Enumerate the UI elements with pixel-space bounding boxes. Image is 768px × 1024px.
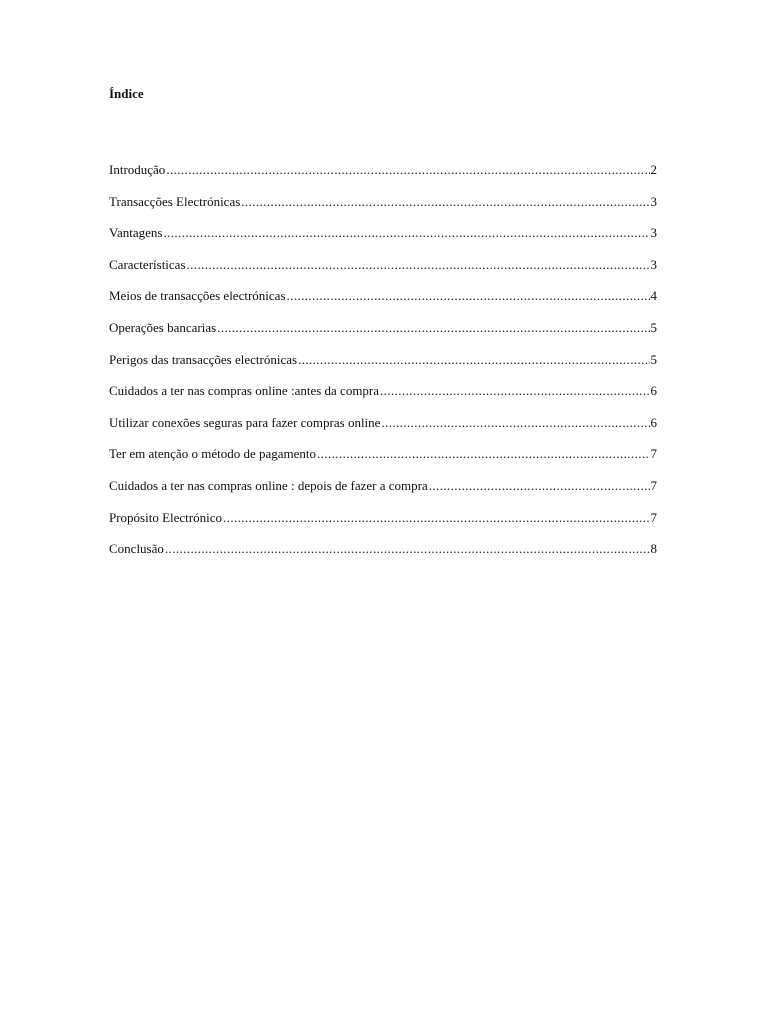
toc-entry[interactable] xyxy=(109,257,657,289)
toc-entry[interactable] xyxy=(109,446,657,478)
toc-entry-page: 3 xyxy=(650,193,657,209)
dot-leader xyxy=(429,478,650,494)
toc-entry-label: Introdução xyxy=(109,162,166,177)
toc-entry-page: 5 xyxy=(650,351,657,367)
dot-leader xyxy=(380,383,649,399)
toc-entry-label: Ter em atenção o método de pagamento xyxy=(109,446,317,462)
toc-title: Índice xyxy=(109,86,144,101)
toc-entry-page: 7 xyxy=(650,477,657,493)
dot-leader xyxy=(223,510,649,526)
toc-entry-page: 6 xyxy=(650,414,657,430)
toc-entry-label: Perigos das transacções electrónicas xyxy=(109,351,298,367)
dot-leader xyxy=(298,352,649,368)
dot-leader xyxy=(163,225,649,241)
toc-entry-label: Utilizar conexões seguras para fazer compras online xyxy=(109,414,381,430)
toc-entry-page: 3 xyxy=(650,256,657,272)
toc-entry-page: 6 xyxy=(650,383,657,399)
toc-entry-label: Conclusão xyxy=(109,541,164,557)
toc-entry-page: 8 xyxy=(650,541,657,557)
dot-leader xyxy=(166,162,649,178)
dot-leader xyxy=(165,541,650,557)
toc-entry[interactable] xyxy=(109,225,657,257)
dot-leader xyxy=(381,415,649,431)
toc-entry-page: 7 xyxy=(650,509,657,525)
dot-leader xyxy=(241,194,649,210)
toc-entry-label: Cuidados a ter nas compras online :antes da compra xyxy=(109,383,380,399)
toc-entry[interactable] xyxy=(109,162,657,194)
toc-entry[interactable] xyxy=(109,510,657,542)
toc-entry-page: 2 xyxy=(650,162,657,177)
toc-entry[interactable] xyxy=(109,478,657,510)
dot-leader xyxy=(187,257,650,273)
toc-entry[interactable] xyxy=(109,352,657,384)
toc-entry-page: 7 xyxy=(650,446,657,462)
dot-leader xyxy=(287,288,650,304)
toc-entry-label: Propósito Electrónico xyxy=(109,509,223,525)
toc-entry[interactable] xyxy=(109,320,657,352)
dot-leader xyxy=(217,320,649,336)
toc-entry[interactable] xyxy=(109,415,657,447)
toc-entry-label: Vantagens xyxy=(109,225,163,241)
toc-entry-label: Cuidados a ter nas compras online : depois de fazer a compra xyxy=(109,477,428,493)
toc-entry-page: 4 xyxy=(650,288,657,304)
toc-entry-label: Características xyxy=(109,256,186,272)
toc-entry[interactable] xyxy=(109,541,657,573)
table-of-contents xyxy=(109,162,657,573)
toc-entry-page: 3 xyxy=(650,225,657,241)
toc-entry-label: Meios de transacções electrónicas xyxy=(109,288,286,304)
toc-entry-label: Transacções Electrónicas xyxy=(109,193,241,209)
toc-entry[interactable] xyxy=(109,288,657,320)
toc-entry[interactable] xyxy=(109,194,657,226)
toc-entry[interactable] xyxy=(109,383,657,415)
toc-entry-label: Operações bancarias xyxy=(109,319,217,335)
dot-leader xyxy=(317,446,649,462)
toc-entry-page: 5 xyxy=(650,319,657,335)
